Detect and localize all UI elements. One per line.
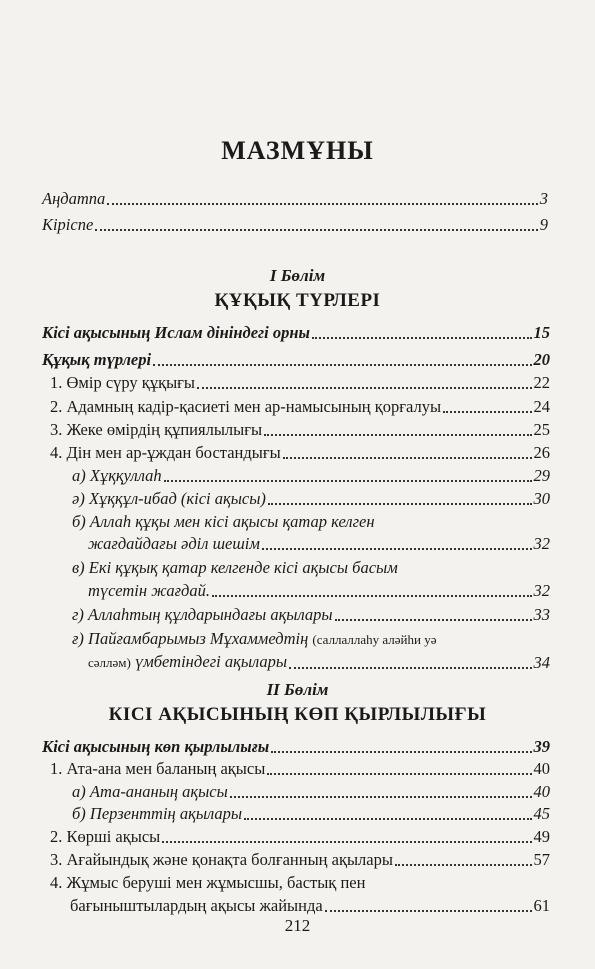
dot-leader [95, 229, 537, 231]
dot-leader [395, 864, 532, 866]
dot-leader [289, 667, 531, 669]
toc-entry[interactable]: жағдайдағы әділ шешім 32 [88, 534, 550, 553]
page-number: 212 [284, 916, 311, 935]
toc-entry-line: в) Екі құқық қатар келгенде кісі ақысы басым [72, 558, 398, 577]
toc-entry[interactable]: 1. Өмір сүру құқығы 22 [50, 373, 550, 392]
dot-leader [312, 337, 532, 339]
dot-leader [230, 796, 532, 798]
part2-label: ІІ Бөлім [266, 680, 329, 699]
toc-entry[interactable]: г) Аллаһтың құлдарындағы ақылары 33 [72, 605, 550, 624]
dot-leader [244, 818, 531, 820]
toc-entry[interactable]: Кісі ақысының көп қырлылығы 39 [42, 737, 550, 756]
dot-leader [153, 364, 531, 366]
toc-entry-line: б) Аллаһ құқы мен кісі ақысы қатар келген [72, 512, 375, 531]
toc-entry[interactable]: 2. Адамның кадір-қасиеті мен ар-намысының қорғалуы 24 [50, 397, 550, 416]
dot-leader [271, 751, 531, 753]
dot-leader [267, 773, 531, 775]
toc-entry[interactable]: 3. Ағайындық және қонақта болғанның ақылары 57 [50, 850, 550, 869]
toc-entry[interactable]: сәллəм) үмбетіндегі ақылары 34 [88, 652, 550, 672]
toc-entry[interactable]: ә) Хұққұл-ибад (кісі ақысы) 30 [72, 489, 550, 508]
dot-leader [283, 457, 532, 459]
toc-entry[interactable]: б) Перзенттің ақылары 45 [72, 804, 550, 823]
dot-leader [443, 411, 531, 413]
dot-leader [107, 203, 537, 205]
toc-entry[interactable]: 4. Дін мен ар-ұждан бостандығы 26 [50, 443, 550, 462]
toc-entry[interactable]: 3. Жеке өмірдің құпиялылығы 25 [50, 420, 550, 439]
toc-entry[interactable]: а) Ата-ананың ақысы 40 [72, 782, 550, 801]
dot-leader [197, 387, 531, 389]
dot-leader [212, 595, 532, 597]
toc-entry[interactable]: 2. Көрші ақысы 49 [50, 827, 550, 846]
toc-entry[interactable]: Құқық түрлері 20 [42, 350, 550, 369]
toc-entry[interactable]: бағыныштылардың ақысы жайында 61 [70, 896, 550, 915]
part1-title: ҚҰҚЫҚ ТҮРЛЕРІ [214, 290, 381, 311]
toc-entry[interactable]: Кісі ақысының Ислам дініндегі орны 15 [42, 323, 550, 342]
toc-entry-line: ғ) Пайғамбарымыз Мұхаммедтің (саллаллаһу аләйһи уә [72, 629, 437, 648]
toc-entry-line: 4. Жұмыс беруші мен жұмысшы, бастық пен [50, 873, 366, 892]
part2-title: КІСІ АҚЫСЫНЫҢ КӨП ҚЫРЛЫЛЫҒЫ [108, 704, 487, 725]
toc-entry-introduction[interactable]: Кіріспе 9 [42, 215, 548, 234]
dot-leader [164, 480, 532, 482]
dot-leader [335, 619, 532, 621]
page-title: МАЗМҰНЫ [221, 136, 374, 165]
dot-leader [262, 548, 532, 550]
toc-entry[interactable]: түсетін жағдай. 32 [88, 581, 550, 600]
toc-entry[interactable]: 1. Ата-ана мен баланың ақысы 40 [50, 759, 550, 778]
part1-label: І Бөлім [269, 266, 326, 285]
dot-leader [264, 434, 531, 436]
toc-entry[interactable]: а) Хұққуллаһ 29 [72, 466, 550, 485]
dot-leader [268, 503, 532, 505]
dot-leader [162, 841, 531, 843]
dot-leader [325, 910, 532, 912]
toc-entry-abstract[interactable]: Аңдатпа 3 [42, 189, 548, 208]
